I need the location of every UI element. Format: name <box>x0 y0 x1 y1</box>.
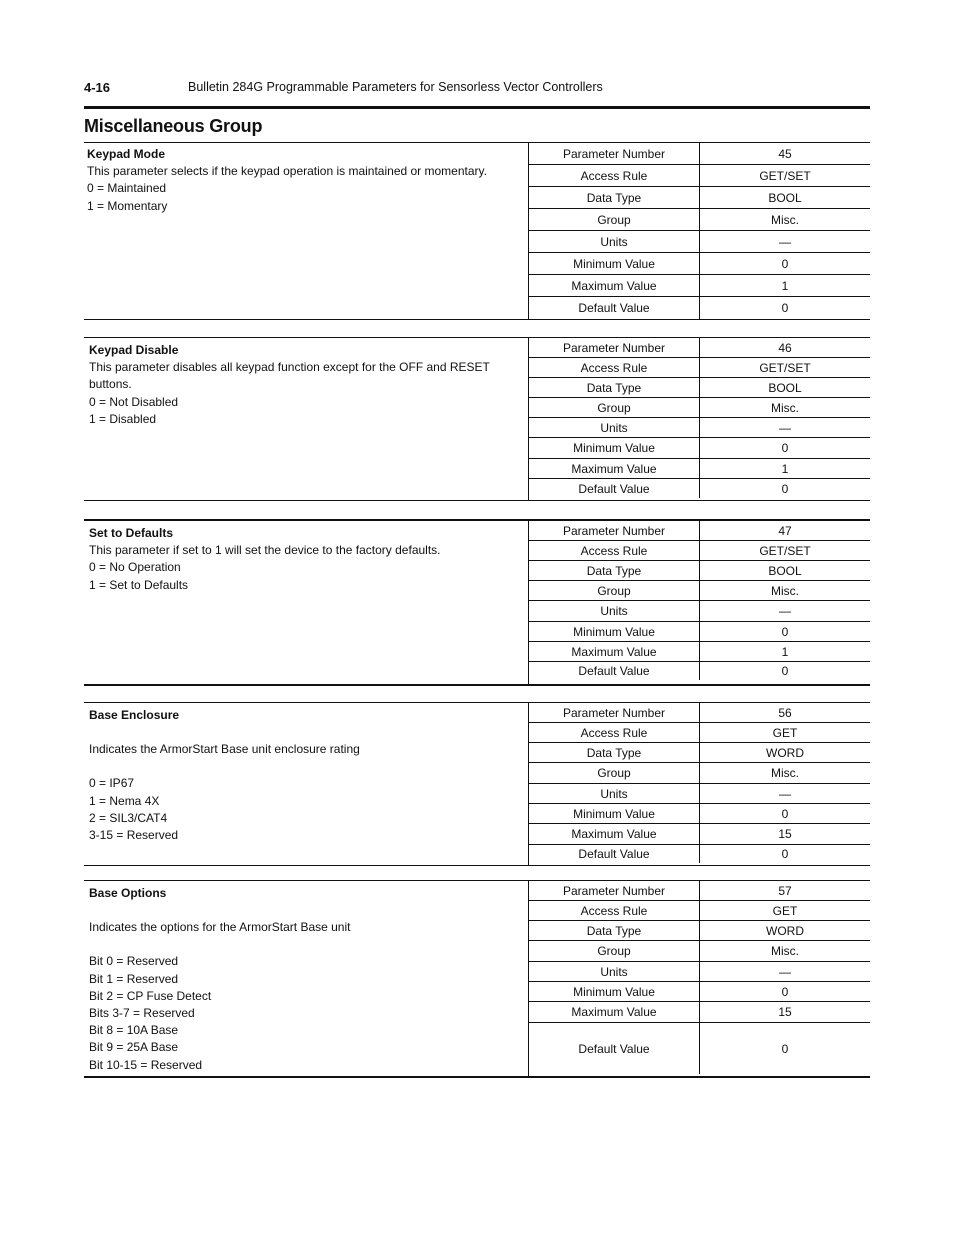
attr-label: Units <box>600 604 628 618</box>
attr-value: 0 <box>699 982 870 1001</box>
attr-value: WORD <box>699 743 870 762</box>
attr-label: Units <box>600 420 628 435</box>
attr-value: 0 <box>699 253 870 274</box>
row-parameter-number <box>529 143 870 165</box>
param-name: Base Enclosure <box>89 708 180 722</box>
row-units <box>529 962 870 982</box>
attr-value: 15 <box>699 1002 870 1022</box>
attr-label: Group <box>597 212 631 227</box>
desc-line: Bits 3-7 = Reserved <box>89 1006 195 1021</box>
attr-label: Minimum Value <box>573 624 655 639</box>
attr-label: Data Type <box>586 380 642 395</box>
attr-value: GET <box>699 901 870 920</box>
desc-line: This parameter selects if the keypad operation is maintained or momentary. <box>87 164 487 179</box>
desc-line: 0 = Maintained <box>87 181 167 196</box>
row-units <box>529 601 870 622</box>
page-number: 4-16 <box>84 80 111 95</box>
attr-value: GET <box>699 723 870 742</box>
row-units <box>529 418 870 438</box>
row-maximum-value <box>529 1002 870 1023</box>
desc-line: 1 = Disabled <box>89 411 157 426</box>
attr-value: 0 <box>699 662 870 680</box>
desc-line: Bit 9 = 25A Base <box>89 1040 179 1055</box>
row-default-value <box>529 297 870 319</box>
attr-value: 0 <box>699 1023 870 1074</box>
desc-line: This parameter disables all keypad function except for the OFF and RESET buttons. <box>89 360 490 392</box>
attr-value: Misc. <box>699 209 870 230</box>
attr-label: Parameter Number <box>562 523 666 538</box>
param-table <box>529 881 870 1076</box>
desc-line: Bit 0 = Reserved <box>89 954 179 969</box>
row-data-type <box>529 921 870 941</box>
attr-label: Default Value <box>578 1041 650 1056</box>
attr-value: 15 <box>699 824 870 844</box>
attr-value: GET/SET <box>699 541 870 560</box>
desc-line: Bit 10-15 = Reserved <box>89 1057 203 1072</box>
param-description <box>84 521 529 684</box>
attr-value: GET/SET <box>699 358 870 377</box>
attr-value: BOOL <box>699 187 870 208</box>
desc-line: 0 = No Operation <box>89 560 181 575</box>
param-block-keypad-disable <box>84 337 870 501</box>
attr-value: 56 <box>699 703 870 722</box>
row-minimum-value <box>529 438 870 459</box>
row-units <box>529 231 870 253</box>
attr-label: Access Rule <box>580 903 648 918</box>
param-name: Base Options <box>89 886 167 900</box>
param-block-base-enclosure <box>84 702 870 866</box>
row-maximum-value <box>529 642 870 662</box>
attr-label: Units <box>600 964 628 979</box>
group-title: Miscellaneous Group <box>84 116 263 136</box>
attr-label: Default Value <box>578 847 650 861</box>
desc-line: This parameter if set to 1 will set the device to the factory defaults. <box>89 543 441 558</box>
row-access-rule <box>529 358 870 378</box>
attr-value: 45 <box>699 143 870 164</box>
attr-value: 0 <box>699 845 870 863</box>
row-minimum-value <box>529 622 870 642</box>
attr-value: 0 <box>699 479 870 498</box>
attr-label: Access Rule <box>580 543 648 558</box>
row-maximum-value <box>529 459 870 479</box>
row-minimum-value <box>529 253 870 275</box>
page-header <box>84 80 870 109</box>
row-access-rule <box>529 165 870 187</box>
attr-label: Parameter Number <box>562 883 666 898</box>
row-access-rule <box>529 723 870 743</box>
row-access-rule <box>529 901 870 921</box>
attr-label: Minimum Value <box>573 256 655 271</box>
attr-label: Maximum Value <box>571 644 657 659</box>
row-default-value <box>529 479 870 498</box>
attr-label: Parameter Number <box>562 146 666 161</box>
attr-label: Group <box>597 400 631 415</box>
param-description <box>84 881 529 1076</box>
attr-value: 1 <box>699 642 870 661</box>
attr-value: 1 <box>699 275 870 296</box>
row-access-rule <box>529 541 870 561</box>
row-parameter-number <box>529 881 870 901</box>
attr-value: — <box>699 784 870 803</box>
attr-value: — <box>699 962 870 981</box>
param-description <box>84 338 529 500</box>
running-title: Bulletin 284G Programmable Parameters for Sensorless Vector Controllers <box>188 80 603 94</box>
row-data-type <box>529 743 870 763</box>
param-block-base-options <box>84 880 870 1078</box>
row-parameter-number <box>529 338 870 358</box>
param-name: Keypad Disable <box>89 343 179 357</box>
attr-label: Units <box>600 234 628 249</box>
attr-label: Default Value <box>578 664 650 678</box>
attr-label: Units <box>600 786 628 801</box>
param-name: Keypad Mode <box>87 147 166 161</box>
attr-value: 57 <box>699 881 870 900</box>
row-group <box>529 941 870 962</box>
param-table <box>529 521 870 684</box>
attr-value: Misc. <box>699 763 870 783</box>
attr-label: Parameter Number <box>562 340 666 355</box>
desc-line: 3-15 = Reserved <box>89 828 179 843</box>
attr-label: Maximum Value <box>571 1005 657 1019</box>
row-group <box>529 398 870 418</box>
attr-value: 47 <box>699 521 870 540</box>
row-group <box>529 581 870 601</box>
attr-value: 1 <box>699 459 870 478</box>
attr-label: Access Rule <box>580 168 648 183</box>
attr-value: 0 <box>699 622 870 641</box>
attr-label: Access Rule <box>580 360 648 375</box>
attr-label: Parameter Number <box>562 705 666 720</box>
attr-label: Maximum Value <box>571 278 657 293</box>
attr-value: 46 <box>699 338 870 357</box>
attr-value: — <box>699 418 870 437</box>
row-default-value <box>529 662 870 680</box>
desc-line: 1 = Momentary <box>87 198 168 213</box>
attr-value: BOOL <box>699 378 870 397</box>
desc-line: Indicates the ArmorStart Base unit enclosure rating <box>89 742 360 757</box>
attr-value: Misc. <box>699 941 870 961</box>
attr-label: Data Type <box>586 190 642 205</box>
attr-label: Maximum Value <box>571 461 657 476</box>
desc-line: 1 = Set to Defaults <box>89 577 189 592</box>
attr-value: — <box>699 601 870 621</box>
desc-line: Bit 2 = CP Fuse Detect <box>89 988 212 1003</box>
attr-label: Data Type <box>586 745 642 760</box>
attr-value: — <box>699 231 870 252</box>
attr-value: BOOL <box>699 561 870 580</box>
attr-value: 0 <box>699 297 870 319</box>
desc-line: 0 = Not Disabled <box>89 394 179 409</box>
attr-label: Default Value <box>578 481 650 496</box>
row-group <box>529 763 870 784</box>
attr-label: Group <box>597 766 631 780</box>
row-minimum-value <box>529 982 870 1002</box>
desc-line: 1 = Nema 4X <box>89 793 160 808</box>
attr-label: Minimum Value <box>573 441 655 455</box>
attr-value: Misc. <box>699 398 870 417</box>
param-description <box>84 703 529 865</box>
param-description <box>84 143 529 319</box>
desc-line: Indicates the options for the ArmorStart Base unit <box>89 920 351 935</box>
attr-value: 0 <box>699 438 870 458</box>
row-default-value <box>529 1023 870 1074</box>
attr-label: Group <box>597 944 631 958</box>
attr-value: WORD <box>699 921 870 940</box>
row-maximum-value <box>529 824 870 845</box>
attr-value: 0 <box>699 804 870 823</box>
row-group <box>529 209 870 231</box>
attr-label: Access Rule <box>580 725 648 740</box>
desc-line: 2 = SIL3/CAT4 <box>89 810 168 825</box>
row-data-type <box>529 187 870 209</box>
row-minimum-value <box>529 804 870 824</box>
param-block-keypad-mode <box>84 142 870 320</box>
param-table <box>529 143 870 319</box>
row-units <box>529 784 870 804</box>
attr-label: Minimum Value <box>573 984 655 999</box>
param-table <box>529 703 870 865</box>
attr-label: Group <box>597 583 631 598</box>
attr-label: Data Type <box>586 923 642 938</box>
row-data-type <box>529 561 870 581</box>
desc-line: Bit 8 = 10A Base <box>89 1023 179 1038</box>
param-table <box>529 338 870 500</box>
row-data-type <box>529 378 870 398</box>
attr-label: Default Value <box>578 301 650 315</box>
row-default-value <box>529 845 870 863</box>
desc-line: 0 = IP67 <box>89 776 135 791</box>
attr-value: Misc. <box>699 581 870 600</box>
attr-label: Maximum Value <box>571 827 657 841</box>
row-parameter-number <box>529 703 870 723</box>
attr-value: GET/SET <box>699 165 870 186</box>
row-parameter-number <box>529 521 870 541</box>
attr-label: Data Type <box>586 563 642 578</box>
row-maximum-value <box>529 275 870 297</box>
param-name: Set to Defaults <box>89 526 174 540</box>
param-block-set-to-defaults <box>84 519 870 686</box>
attr-label: Minimum Value <box>573 806 655 821</box>
desc-line: Bit 1 = Reserved <box>89 971 179 986</box>
